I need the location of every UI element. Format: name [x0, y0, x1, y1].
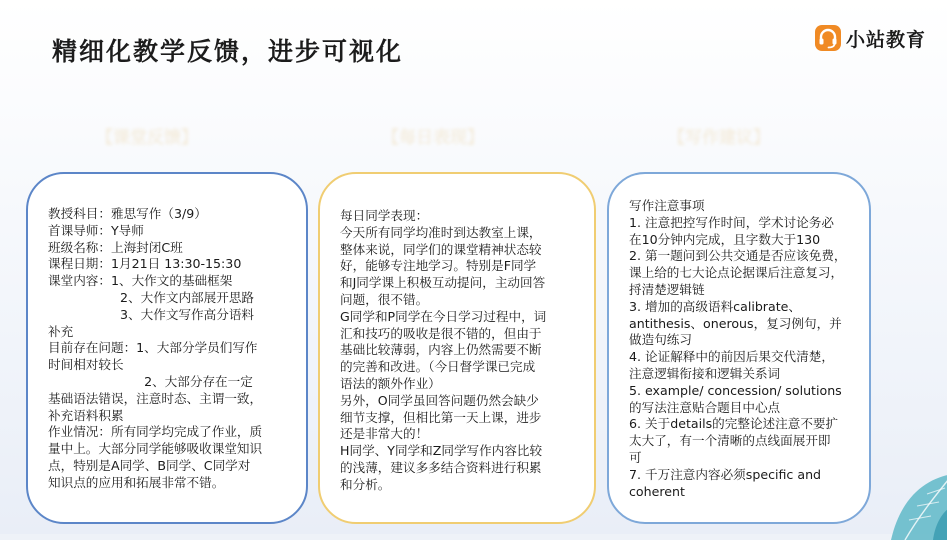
card-line: 补充	[48, 323, 74, 339]
card-line: 捋清楚逻辑链	[629, 281, 705, 297]
card-line: 的写法注意贴合题目中心点	[629, 399, 781, 415]
card-line: 首课导师：Y导师	[48, 222, 144, 238]
card-line: 问题，很不错。	[340, 291, 429, 307]
section-headers	[0, 122, 947, 156]
card-line: 5. example/ concession/ solutions	[629, 382, 842, 398]
card-line: 整体来说，同学们的课堂精神状态较	[340, 241, 542, 257]
card-line: 汇和技巧的吸收是很不错的，但由于	[340, 325, 542, 341]
card-line: 作业情况：所有同学均完成了作业，质	[48, 424, 263, 440]
class-feedback-card	[26, 172, 308, 524]
card-line: 注意逻辑衔接和逻辑关系词	[629, 365, 781, 381]
card-line: coherent	[629, 483, 685, 499]
writing-advice-card	[607, 172, 871, 524]
card-line: 好，能够专注地学习。特别是F同学	[340, 258, 537, 274]
card-line: 基础比较薄弱，内容上仍然需要不断	[340, 342, 542, 358]
card-line: 细节支撑，但相比第一天上课，进步	[340, 409, 542, 425]
card-line: 3、大作文写作高分语料	[48, 306, 255, 322]
brand-logo	[814, 24, 926, 52]
slide-title: 精细化教学反馈，进步可视化	[52, 37, 404, 66]
card-line: 时间相对较长	[48, 357, 124, 373]
card-line: G同学和P同学在今日学习过程中，词	[340, 308, 547, 324]
card-line: antithesis、onerous，复习例句，并	[629, 315, 842, 331]
card-line: 课上给的七大论点论据课后注意复习，	[629, 265, 844, 281]
headset-logo-icon	[814, 24, 842, 52]
card-line: 1. 注意把控写作时间，学术讨论务必	[629, 214, 834, 230]
card-line: 2. 第一题问到公共交通是否应该免费，	[629, 248, 847, 264]
leaf-decoration-icon	[857, 444, 947, 540]
header-class-feedback: 【课堂反馈】	[96, 128, 198, 148]
card-line: 2、大部分存在一定	[48, 373, 253, 389]
card-line: 的完善和改进。（今日督学课已完成	[340, 359, 536, 375]
card-line: 课程日期：1月21日 13:30-15:30	[48, 256, 242, 272]
card-line: 在10分钟内完成，且字数大于130	[629, 231, 821, 247]
header-daily-performance: 【每日表现】	[382, 128, 484, 148]
card-line: 的浅薄，建议多多结合资料进行积累	[340, 459, 542, 475]
card-line: 点，特别是A同学、B同学、C同学对	[48, 457, 251, 473]
card-line: 写作注意事项	[629, 198, 705, 213]
card-line: 和J同学课上积极互动提问，主动回答	[340, 275, 546, 291]
card-line: 教授科目：雅思写作（3/9）	[48, 206, 207, 221]
card-line: 基础语法错误，注意时态、主谓一致，	[48, 390, 263, 406]
card-line: 4. 论证解释中的前因后果交代清楚，	[629, 349, 834, 365]
card-line: 语法的额外作业）	[340, 375, 441, 391]
card-line: 另外，O同学虽回答问题仍然会缺少	[340, 392, 539, 408]
daily-performance-card	[318, 172, 596, 524]
card-line: 知识点的应用和拓展非常不错。	[48, 474, 225, 490]
card-line: 可	[629, 449, 642, 465]
card-line: 太大了，有一个清晰的点线面展开即	[629, 433, 831, 449]
card-line: 今天所有同学均准时到达教室上课，	[340, 224, 542, 240]
card-line: H同学、Y同学和Z同学写作内容比较	[340, 443, 543, 459]
logo-text: 小站教育	[846, 28, 927, 51]
card-line: 还是非常大的！	[340, 426, 429, 442]
card-line: 做造句练习	[629, 332, 692, 348]
card-line: 班级名称：上海封闭C班	[48, 239, 183, 255]
header-writing-advice: 【写作建议】	[668, 128, 770, 148]
card-line: 2、大作文内部展开思路	[48, 289, 255, 305]
card-line: 3. 增加的高级语料calibrate、	[629, 298, 801, 314]
card-line: 7. 千万注意内容必须specific and	[629, 466, 822, 482]
card-line: 目前存在问题：1、大部分学员们写作	[48, 340, 258, 356]
card-line: 量中上。大部分同学能够吸收课堂知识	[48, 441, 263, 457]
card-line: 和分析。	[340, 476, 391, 492]
card-line: 补充语料积累	[48, 407, 124, 423]
card-line: 6. 关于details的完整论述注意不要扩	[629, 416, 839, 432]
card-line: 课堂内容：1、大作文的基础框架	[48, 273, 233, 289]
card-line: 每日同学表现：	[340, 208, 429, 223]
